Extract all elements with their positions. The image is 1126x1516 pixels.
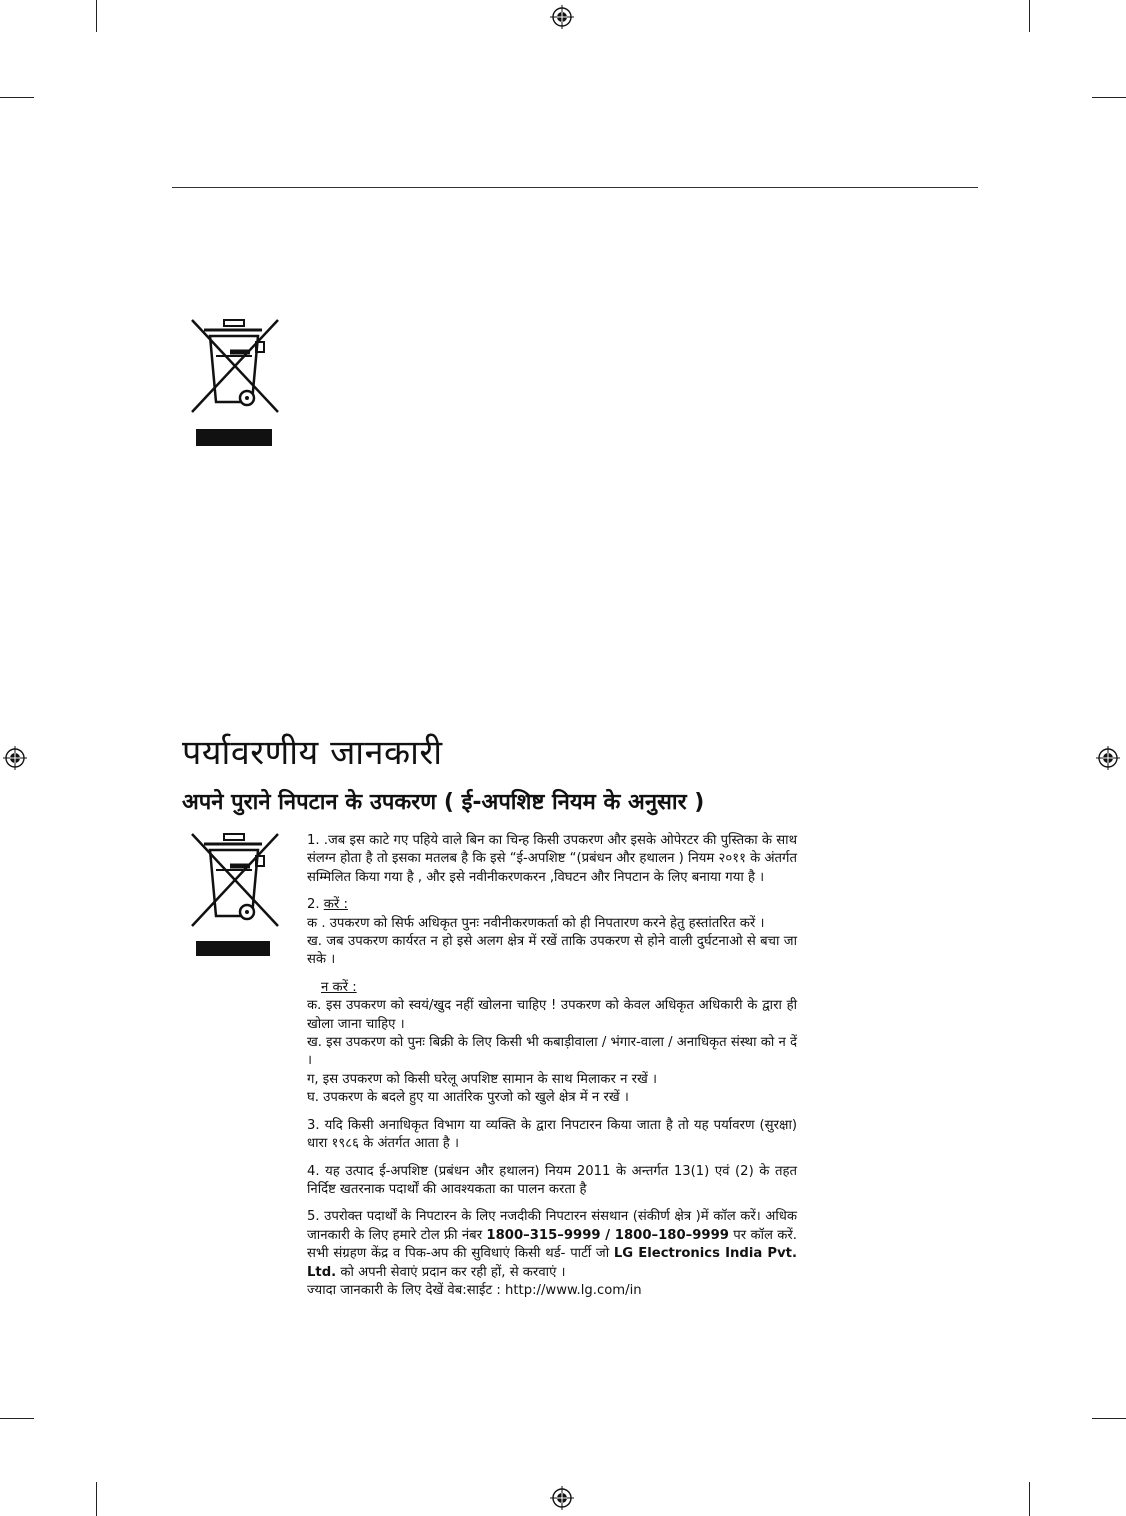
dont-item-b: ख. इस उपकरण को पुनः बिक्री के लिए किसी भी कबाड़ीवाला / भंगार-वाला / अनाधिकृत संस्था को न दें । <box>307 1035 797 1069</box>
header-rule <box>172 187 978 188</box>
dont-heading <box>307 979 797 997</box>
do-number: 2. <box>307 897 324 913</box>
do-heading <box>307 896 797 914</box>
page-title: पर्यावरणीय जानकारी <box>182 733 443 773</box>
registration-mark-icon <box>550 5 574 29</box>
crop-mark <box>1092 1418 1126 1419</box>
section-title: अपने पुराने निपटान के उपकरण ( ई-अपशिष्ट नियम के अनुसार ) <box>182 790 705 815</box>
dont-item-c: ग, इस उपकरण को किसी घरेलू अपशिष्ट सामान के साथ मिलाकर न रखें । <box>307 1071 657 1087</box>
registration-mark-icon <box>550 1486 574 1510</box>
paragraph-3: 3. यदि किसी अनाधिकृत विभाग या व्यक्ति के द्वारा निपटारन किया जाता है तो यह पर्यावरण (सुरक्षा) धारा १९८६ के अंतर्गत आता है । <box>307 1117 797 1152</box>
website-url[interactable]: http://www.lg.com/in <box>505 1282 642 1298</box>
do-item-b: ख. जब उपकरण कार्यरत न हो इसे अलग क्षेत्र में रखें ताकि उपकरण से होने वाली दुर्घटनाओ से बचा जा सके । <box>307 934 797 968</box>
crop-mark <box>0 1418 34 1419</box>
crop-mark <box>96 1482 97 1516</box>
registration-mark-icon <box>3 746 27 770</box>
do-item-a: क . उपकरण को सिर्फ अधिकृत पुनः नवीनीकरणकर्ता को ही निपतारण करने हेतु हस्तांतरित करें । <box>307 915 765 931</box>
crop-mark <box>0 97 34 98</box>
crop-mark <box>1092 97 1126 98</box>
disposal-instructions <box>307 832 797 1300</box>
paragraph-5-text: 5. उपरोक्त पदार्थों के निपटारन के लिए नजदीकी निपटारन संसथान (संकीर्ण क्षेत्र )में कॉल करें। अधिक जानकारी के लिए हमारे टोल फ्री नंबर <box>307 1209 797 1243</box>
paragraph-5-text: पर कॉल करें. सभी संग्रहण केंद्र व पिक-अप की सुविधाएं किसी थर्ड- पार्टी जो <box>307 1227 797 1262</box>
paragraph-1: 1. .जब इस काटे गए पहिये वाले बिन का चिन्ह किसी उपकरण और इसके ओपेरटर की पुस्तिका के साथ संलग्न होता है तो इसका मतलब है कि इसे “ई-अपशिष्ट “(प्रबंधन और हथालन ) नियम २०११ के अंतर्गत सम्मिलित किया गया है , और इसे नवीनीकरणकरन ,विघटन और निपटान के लिए बनाया गया है । <box>307 833 797 885</box>
do-label: करें : <box>323 897 348 913</box>
dont-label: न करें : <box>321 979 357 995</box>
registration-mark-icon <box>1096 746 1120 770</box>
crop-mark <box>1029 0 1030 32</box>
dont-item-a: क. इस उपकरण को स्वयं/खुद नहीं खोलना चाहिए ! उपकरण को केवल अधिकृत अधिकारी के द्वारा ही खोला जाना चाहिए । <box>307 998 797 1032</box>
crop-mark <box>96 0 97 32</box>
paragraph-5 <box>307 1208 797 1282</box>
bin-underline-bar <box>196 429 272 446</box>
paragraph-4: 4. यह उत्पाद ई-अपशिष्ट (प्रबंधन और हथालन) नियम 2011 के अन्तर्गत 13(1) एवं (2) के तहत निर्दिष्ट खतरनाक पदार्थों की आवश्यकता का पालन करता है <box>307 1163 797 1197</box>
paragraph-5-text: को अपनी सेवाएं प्रदान कर रही हों, से करवाएं । <box>336 1264 566 1280</box>
crop-mark <box>1029 1482 1030 1516</box>
toll-free-number: 1800–315–9999 / 1800–180–9999 <box>486 1227 729 1243</box>
crossed-out-wheelie-bin-icon <box>190 318 280 414</box>
bin-underline-bar <box>196 941 270 956</box>
website-line <box>307 1282 797 1300</box>
website-label: ज्यादा जानकारी के लिए देखें वेब:साईट : <box>307 1282 506 1298</box>
crossed-out-wheelie-bin-icon <box>190 832 280 928</box>
company-name: LG Electronics India Pvt. Ltd. <box>307 1246 797 1280</box>
dont-item-d: घ. उपकरण के बदले हुए या आतंरिक पुरजो को खुले क्षेत्र में न रखें । <box>307 1090 629 1106</box>
